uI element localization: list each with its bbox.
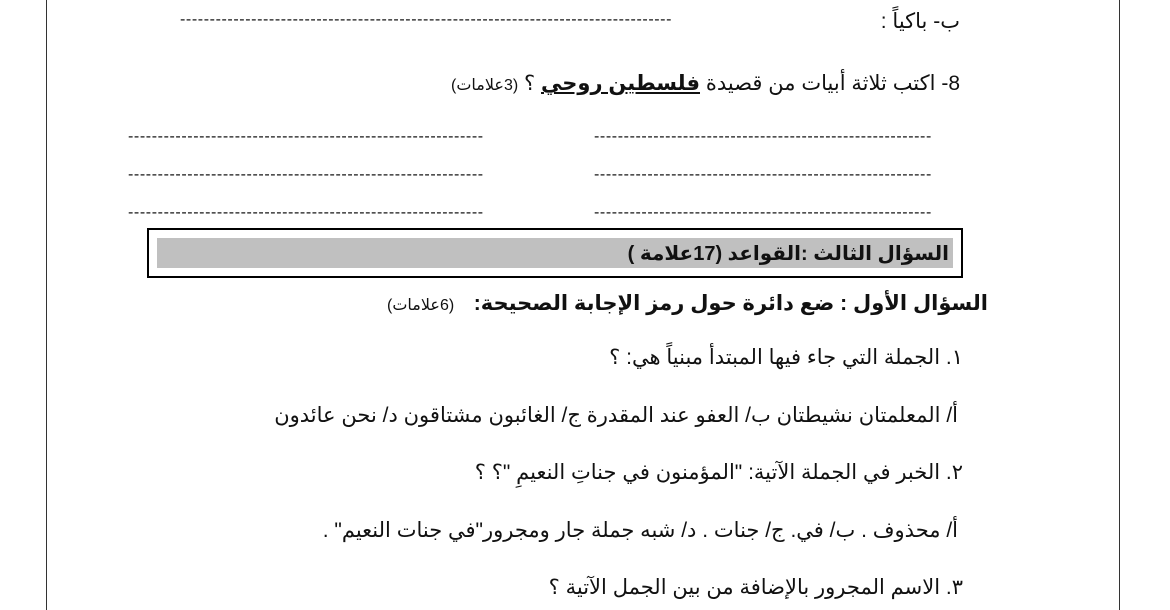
q8-poem-title: فلسطين روحي bbox=[541, 72, 700, 95]
item3-question: ٣. الاسم المجرور بالإضافة من بين الجمل الآتية ؟ bbox=[548, 576, 963, 599]
item1-options: أ/ المعلمتان نشيطتان ب/ العفو عند المقدرة ج/ الغائبون مشتاقون د/ نحن عائدون bbox=[274, 404, 958, 427]
item1-question: ١. الجملة التي جاء فيها المبتدأ مبنياً هي: ؟ bbox=[609, 346, 963, 369]
verse-line-left-1: ------------------------------------------------------------ bbox=[128, 128, 484, 145]
q8-marks: (3علامات) bbox=[451, 77, 519, 94]
page-border-right bbox=[1119, 0, 1120, 610]
item2-options: أ/ محذوف . ب/ في. ج/ جنات . د/ شبه جملة جار ومجرور"في جنات النعيم" . bbox=[322, 519, 958, 542]
q8-suffix: ؟ bbox=[524, 72, 536, 95]
q8-prefix: 8- اكتب ثلاثة أبيات من قصيدة bbox=[705, 72, 960, 95]
item2-question: ٢. الخبر في الجملة الآتية: "المؤمنون في جناتِ النعيمِ "؟ ؟ bbox=[474, 461, 963, 484]
section3-header-box bbox=[147, 228, 963, 278]
q7b-label: ب- باكياً : bbox=[880, 10, 960, 33]
section3-title: السؤال الثالث :القواعد (17علامة ) bbox=[157, 238, 953, 268]
verse-line-left-3: ------------------------------------------------------------ bbox=[128, 204, 484, 221]
q7b-answer-line: ----------------------------------------------------------------------------------- bbox=[180, 11, 673, 28]
verse-line-right-1: --------------------------------------------------------- bbox=[594, 128, 932, 145]
sub1-marks: (6علامات) bbox=[387, 297, 455, 314]
verse-line-right-3: --------------------------------------------------------- bbox=[594, 204, 932, 221]
q8-question bbox=[451, 70, 960, 100]
page-border-left bbox=[46, 0, 47, 610]
verse-line-right-2: --------------------------------------------------------- bbox=[594, 166, 932, 183]
sub1-title: السؤال الأول : ضع دائرة حول رمز الإجابة الصحيحة: bbox=[473, 292, 988, 315]
verse-line-left-2: ------------------------------------------------------------ bbox=[128, 166, 484, 183]
